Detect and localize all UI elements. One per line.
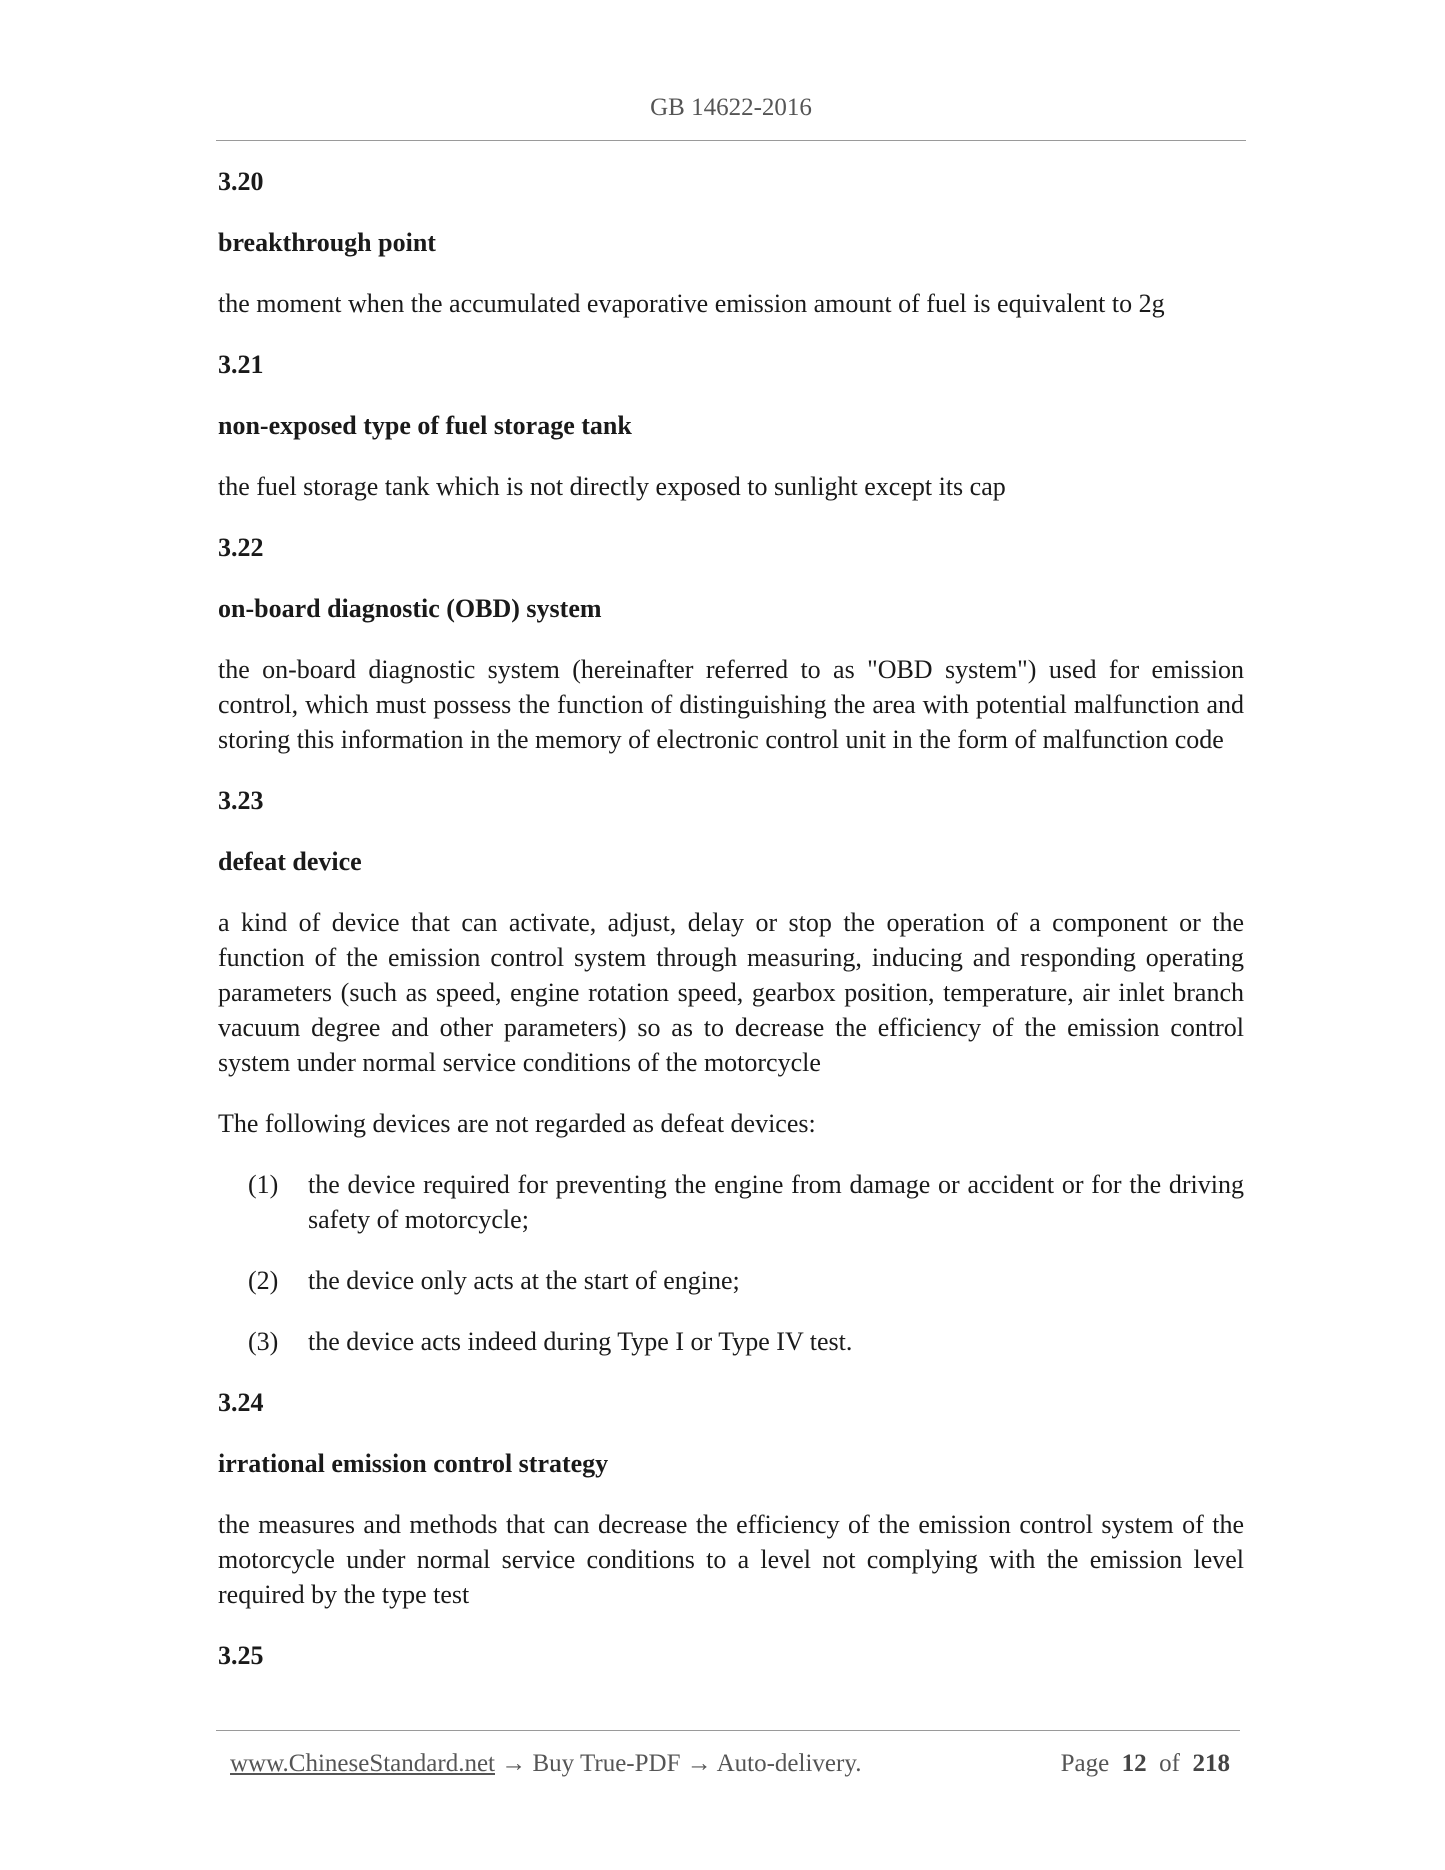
header-divider bbox=[216, 140, 1246, 141]
section-number: 3.24 bbox=[218, 1388, 264, 1417]
section-number: 3.22 bbox=[218, 533, 264, 562]
list-item bbox=[218, 1263, 1244, 1298]
list-item-number: (3) bbox=[248, 1327, 279, 1356]
list-item bbox=[218, 1324, 1244, 1359]
section-number: 3.20 bbox=[218, 167, 264, 196]
section-definition: the moment when the accumulated evaporative emission amount of fuel is equivalent to 2g bbox=[218, 289, 1165, 318]
section-definition: the on-board diagnostic system (hereinafter referred to as "OBD system") used for emission control, which must possess the function of distinguishing the area with potential malfunction and storing this information in the memory of electronic control unit in the form of malfunction code bbox=[218, 655, 1244, 754]
page-total: 218 bbox=[1192, 1750, 1230, 1777]
document-body bbox=[218, 164, 1244, 1699]
list-item-text: the device acts indeed during Type I or Type IV test. bbox=[308, 1327, 853, 1356]
section-term: non-exposed type of fuel storage tank bbox=[218, 411, 632, 440]
website-link[interactable]: www.ChineseStandard.net bbox=[230, 1750, 495, 1777]
page-label: Page bbox=[1060, 1750, 1110, 1777]
list-item-text: the device required for preventing the engine from damage or accident or for the driving safety of motorcycle; bbox=[308, 1170, 1244, 1234]
footer-divider bbox=[216, 1730, 1240, 1731]
list-item-text: the device only acts at the start of engine; bbox=[308, 1266, 740, 1295]
section-number: 3.23 bbox=[218, 786, 264, 815]
section-number: 3.25 bbox=[218, 1641, 264, 1670]
section-definition: the measures and methods that can decrease the efficiency of the emission control system of the motorcycle under normal service conditions to a level not complying with the emission level required by the type test bbox=[218, 1510, 1244, 1609]
section-number: 3.21 bbox=[218, 350, 264, 379]
section-term: breakthrough point bbox=[218, 228, 436, 257]
list-item-number: (2) bbox=[248, 1266, 279, 1295]
page-header-title: GB 14622-2016 bbox=[650, 94, 812, 121]
section-term: defeat device bbox=[218, 847, 362, 876]
list-item bbox=[218, 1167, 1244, 1237]
section-definition: a kind of device that can activate, adjust, delay or stop the operation of a component or the function of the emission control system through measuring, inducing and responding operating parameters (such as speed, engine rotation speed, gearbox position, temperature, air inlet branch vacuum degree and other parameters) so as to decrease the efficiency of the emission control system under normal service conditions of the motorcycle bbox=[218, 908, 1244, 1077]
page-of-label: of bbox=[1159, 1750, 1180, 1777]
footer-left bbox=[230, 1750, 861, 1778]
list-item-number: (1) bbox=[248, 1170, 279, 1199]
footer-promo-text: → Buy True-PDF → Auto-delivery. bbox=[495, 1750, 862, 1777]
page-current: 12 bbox=[1121, 1750, 1147, 1777]
section-definition: the fuel storage tank which is not directly exposed to sunlight except its cap bbox=[218, 472, 1006, 501]
section-term: on-board diagnostic (OBD) system bbox=[218, 594, 602, 623]
section-note: The following devices are not regarded as defeat devices: bbox=[218, 1109, 816, 1138]
page-counter bbox=[1061, 1750, 1230, 1778]
section-term: irrational emission control strategy bbox=[218, 1449, 609, 1478]
